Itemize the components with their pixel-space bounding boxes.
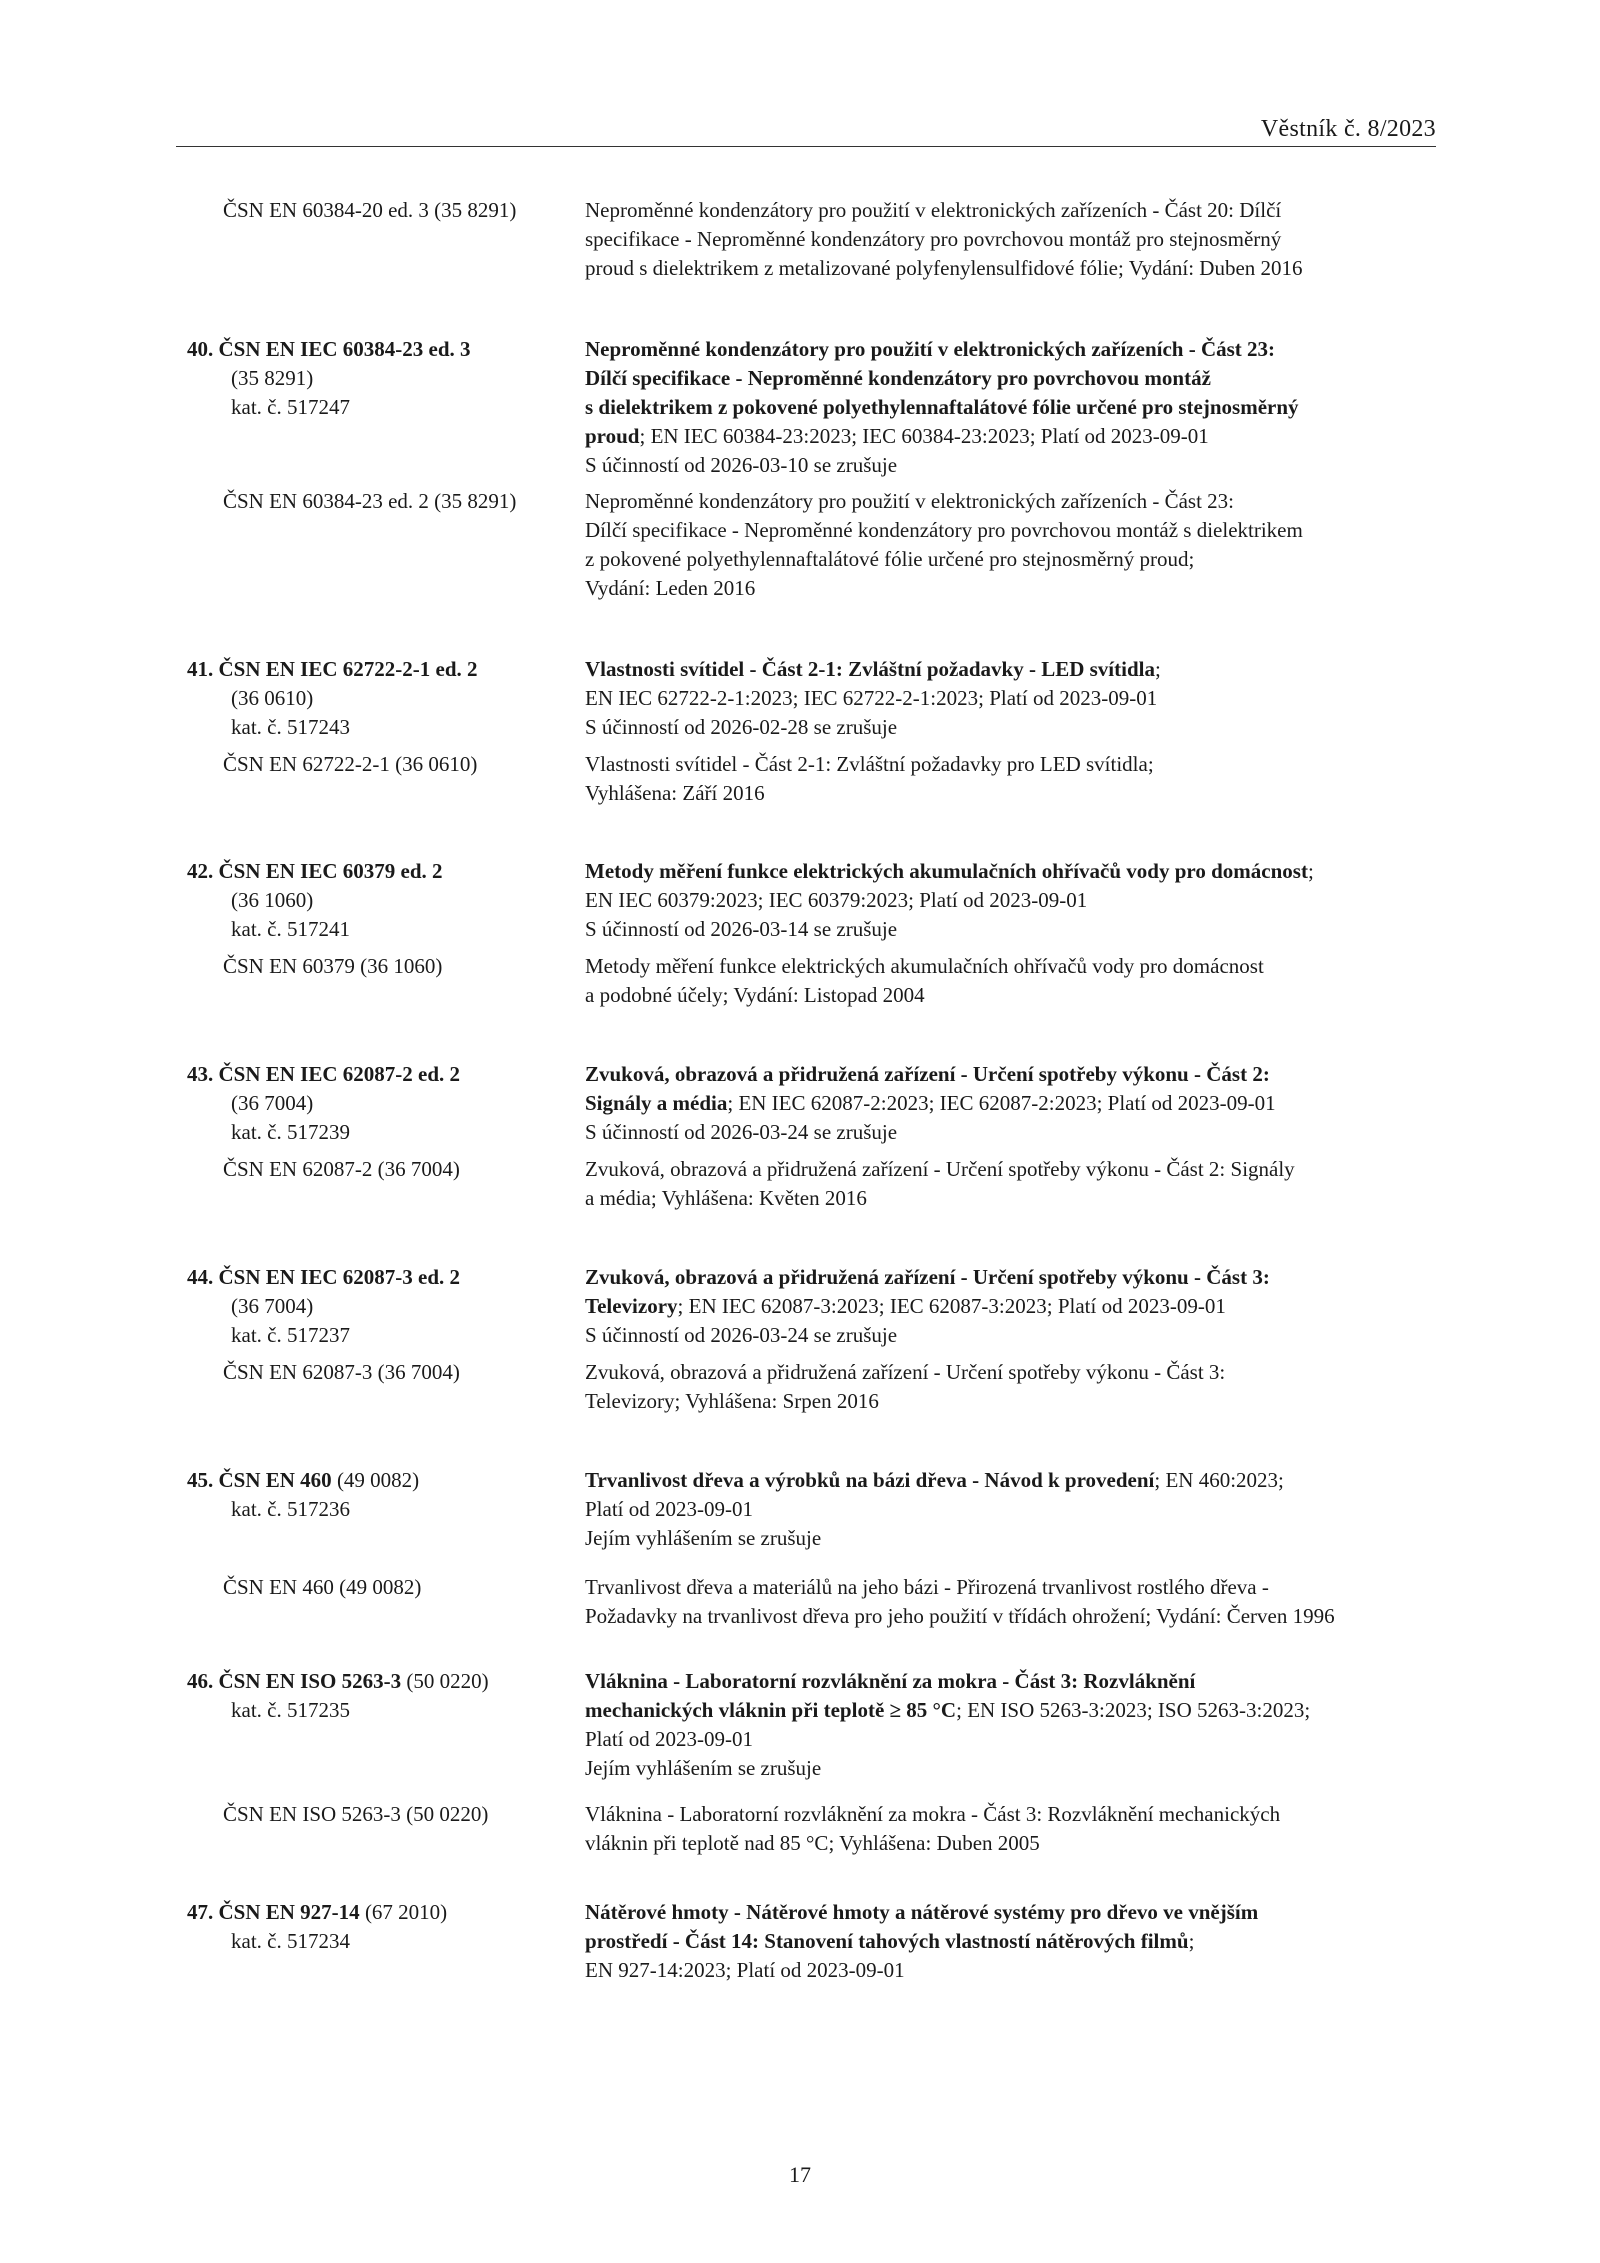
standard-title-text: Zvuková, obrazová a přidružená zařízení - Určení spotřeby výkonu - Část 3: [585,1265,1270,1289]
standard-meta-text: kat. č. 517234 [231,1929,350,1953]
standard-title-text: Vlastnosti svítidel - Část 2-1: Zvláštní požadavky - LED svítidla [585,657,1155,681]
replaced-standard-desc-text: z pokovené polyethylennaftalátové fólie určené pro stejnosměrný proud; [585,547,1195,571]
replaced-standard-desc [585,545,1194,574]
entry-number: 44. [187,1265,219,1289]
standard-meta-text: kat. č. 517239 [231,1120,350,1144]
standard-meta-text: kat. č. 517241 [231,917,350,941]
standard-title-text: mechanických vláknin při teplotě ≥ 85 °C [585,1698,957,1722]
standard-title-line [585,393,1299,422]
standard-validity-text: Jejím vyhlášením se zrušuje [585,1526,822,1550]
catalog-number [231,1495,350,1524]
replaced-standard-desc-text: Vyhlášena: Září 2016 [585,781,765,805]
replaced-standard-ref [223,1800,488,1829]
catalog-number [231,915,350,944]
replaced-standard-desc [585,1155,1295,1184]
replaced-standard-desc [585,1184,867,1213]
standard-heading [187,857,443,886]
standard-meta-text: ; [1188,1929,1195,1953]
standard-title-text: prostředí - Část 14: Stanovení tahových vlastností nátěrových filmů [585,1929,1189,1953]
replaced-standard-desc [585,225,1281,254]
standard-meta-text: ; EN IEC 62087-2:2023; IEC 62087-2:2023; Platí od 2023-09-01 [727,1091,1276,1115]
standard-title-text: Zvuková, obrazová a přidružená zařízení - Určení spotřeby výkonu - Část 2: [585,1062,1270,1086]
standard-title-line [585,422,1209,451]
standard-heading [187,1466,419,1495]
replaced-standard-desc-text: Vláknina - Laboratorní rozvláknění za mokra - Část 3: Rozvláknění mechanických [585,1802,1281,1826]
standard-heading [187,1898,447,1927]
replaced-standard-ref [223,196,516,225]
replaced-standard-desc-text: a média; Vyhlášena: Květen 2016 [585,1186,867,1210]
standard-validity-line [585,1118,897,1147]
standard-title-line [585,1696,1310,1725]
standard-heading [187,1060,460,1089]
standard-title-line [585,1927,1194,1956]
standard-title-text: Dílčí specifikace - Neproměnné kondenzátory pro povrchovou montáž [585,366,1211,390]
catalog-number [231,713,350,742]
standard-title-line [585,1263,1270,1292]
replaced-standard-ref [223,952,442,981]
standard-validity-text: EN IEC 62722-2-1:2023; IEC 62722-2-1:2023; Platí od 2023-09-01 [585,686,1158,710]
standard-title-line [585,655,1161,684]
standard-class-code [231,364,313,393]
standard-title-line [585,1089,1276,1118]
standard-validity-text: S účinností od 2026-03-24 se zrušuje [585,1120,898,1144]
replaced-standard-desc-text: Trvanlivost dřeva a materiálů na jeho bázi - Přirozená trvanlivost rostlého dřeva - [585,1575,1269,1599]
replaced-standard-ref-text: ČSN EN 62722-2-1 (36 0610) [223,752,478,776]
standard-title-text: Metody měření funkce elektrických akumulačních ohřívačů vody pro domácnost [585,859,1308,883]
standard-meta-text: ; EN IEC 62087-3:2023; IEC 62087-3:2023; Platí od 2023-09-01 [677,1294,1226,1318]
replaced-standard-desc-text: Metody měření funkce elektrických akumulačních ohřívačů vody pro domácnost [585,954,1264,978]
replaced-standard-desc-text: proud s dielektrikem z metalizované polyfenylensulfidové fólie; Vydání: Duben 2016 [585,256,1303,280]
standard-meta-text: ; EN IEC 60384-23:2023; IEC 60384-23:2023; Platí od 2023-09-01 [639,424,1209,448]
standard-class-code [231,1292,313,1321]
entry-number: 46. [187,1669,219,1693]
replaced-standard-desc [585,1829,1040,1858]
standard-meta-text: ; EN 460:2023; [1154,1468,1284,1492]
standard-validity-line [585,886,1087,915]
standard-validity-line [585,451,897,480]
entry-number: 42. [187,859,219,883]
replaced-standard-desc [585,1602,1335,1631]
entry-number: 43. [187,1062,219,1086]
standard-meta-text: (36 0610) [231,686,314,710]
replaced-standard-desc [585,1387,879,1416]
replaced-standard-ref-text: ČSN EN ISO 5263-3 (50 0220) [223,1802,489,1826]
standard-validity-line [585,1956,905,1985]
standard-validity-line [585,1725,753,1754]
standard-title-line [585,1292,1226,1321]
standard-validity-text: S účinností od 2026-03-10 se zrušuje [585,453,898,477]
standard-validity-text: S účinností od 2026-02-28 se zrušuje [585,715,898,739]
replaced-standard-desc [585,487,1234,516]
replaced-standard-desc-text: Požadavky na trvanlivost dřeva pro jeho použití v třídách ohrožení; Vydání: Červen 1996 [585,1604,1335,1628]
standard-meta-text: kat. č. 517236 [231,1497,350,1521]
replaced-standard-ref-text: ČSN EN 60384-23 ed. 2 (35 8291) [223,489,517,513]
standard-validity-text: Jejím vyhlášením se zrušuje [585,1756,822,1780]
standard-title-line [585,335,1275,364]
replaced-standard-ref-text: ČSN EN 60379 (36 1060) [223,954,443,978]
replaced-standard-desc-text: vláknin při teplotě nad 85 °C; Vyhlášena: Duben 2005 [585,1831,1040,1855]
replaced-standard-ref [223,1155,460,1184]
standard-title-line [585,1466,1284,1495]
standard-title-line [585,1667,1195,1696]
standard-title-text: Neproměnné kondenzátory pro použití v elektronických zařízeních - Část 23: [585,337,1276,361]
standard-meta-text: kat. č. 517243 [231,715,350,739]
standard-validity-line [585,1321,897,1350]
standard-meta-text: kat. č. 517247 [231,395,350,419]
replaced-standard-ref [223,487,516,516]
standard-class-code: (50 0220) [401,1669,489,1693]
standard-heading [187,1263,460,1292]
standard-class-code [231,684,313,713]
replaced-standard-ref-text: ČSN EN 60384-20 ed. 3 (35 8291) [223,198,517,222]
entry-number: 41. [187,657,219,681]
page-header [176,108,1436,147]
replaced-standard-ref-text: ČSN EN 62087-2 (36 7004) [223,1157,460,1181]
standard-class-code [231,1089,313,1118]
replaced-standard-desc [585,1358,1225,1387]
replaced-standard-desc-text: a podobné účely; Vydání: Listopad 2004 [585,983,925,1007]
standard-title-line [585,1898,1258,1927]
replaced-standard-desc [585,1573,1269,1602]
standard-class-code: (49 0082) [331,1468,420,1492]
replaced-standard-desc-text: Vlastnosti svítidel - Část 2-1: Zvláštní požadavky pro LED svítidla; [585,752,1154,776]
standard-meta-text: ; [1154,657,1161,681]
standard-title-text: Vláknina - Laboratorní rozvláknění za mokra - Část 3: Rozvláknění [585,1669,1196,1693]
standard-validity-line [585,684,1157,713]
standard-title-text: Signály a média [585,1091,728,1115]
standard-title-line [585,364,1211,393]
entry-number: 45. [187,1468,219,1492]
entry-number: 40. [187,337,219,361]
standard-code: ČSN EN ISO 5263-3 [218,1669,402,1693]
catalog-number [231,1118,350,1147]
replaced-standard-desc [585,516,1303,545]
replaced-standard-desc-text: Neproměnné kondenzátory pro použití v elektronických zařízeních - Část 23: [585,489,1235,513]
standard-meta-text: (36 7004) [231,1294,314,1318]
standard-meta-text: (35 8291) [231,366,314,390]
standard-validity-line [585,915,897,944]
replaced-standard-desc [585,574,755,603]
catalog-number [231,1927,350,1956]
standard-validity-line [585,1495,753,1524]
replaced-standard-desc [585,254,1303,283]
replaced-standard-desc-text: Televizory; Vyhlášena: Srpen 2016 [585,1389,879,1413]
standard-title-text: Trvanlivost dřeva a výrobků na bázi dřeva - Návod k provedení [585,1468,1155,1492]
standard-heading [187,1667,489,1696]
standard-code: ČSN EN 460 [218,1468,332,1492]
standard-heading [187,335,471,364]
replaced-standard-ref-text: ČSN EN 62087-3 (36 7004) [223,1360,460,1384]
replaced-standard-ref [223,1573,421,1602]
standard-title-text: Televizory [585,1294,678,1318]
standard-class-code: (67 2010) [359,1900,448,1924]
entry-number: 47. [187,1900,219,1924]
replaced-standard-desc [585,952,1264,981]
replaced-standard-desc-text: Vydání: Leden 2016 [585,576,756,600]
standard-title-text: proud [585,424,640,448]
standard-class-code [231,886,313,915]
bulletin-title: Věstník č. 8/2023 [1260,116,1436,142]
standard-validity-text: S účinností od 2026-03-24 se zrušuje [585,1323,898,1347]
standard-title-text: s dielektrikem z pokovené polyethylennaftalátové fólie určené pro stejnosměrný [585,395,1299,419]
replaced-standard-ref [223,750,477,779]
replaced-standard-ref-text: ČSN EN 460 (49 0082) [223,1575,422,1599]
replaced-standard-ref [223,1358,460,1387]
replaced-standard-desc-text: specifikace - Neproměnné kondenzátory pro povrchovou montáž pro stejnosměrný [585,227,1282,251]
standard-code: ČSN EN IEC 62087-3 ed. 2 [218,1265,461,1289]
catalog-number [231,393,350,422]
standard-meta-text: (36 1060) [231,888,314,912]
standard-meta-text: kat. č. 517237 [231,1323,350,1347]
standard-validity-line [585,1524,821,1553]
replaced-standard-desc [585,750,1154,779]
standard-validity-text: Platí od 2023-09-01 [585,1497,753,1521]
standard-code: ČSN EN IEC 62087-2 ed. 2 [218,1062,461,1086]
standard-validity-text: EN 927-14:2023; Platí od 2023-09-01 [585,1958,905,1982]
standard-title-text: Nátěrové hmoty - Nátěrové hmoty a nátěrové systémy pro dřevo ve vnějším [585,1900,1259,1924]
page-number: 17 [789,2162,811,2187]
standard-title-line [585,857,1314,886]
catalog-number [231,1696,350,1725]
standard-code: ČSN EN IEC 60379 ed. 2 [218,859,443,883]
standard-meta-text: (36 7004) [231,1091,314,1115]
replaced-standard-desc [585,1800,1280,1829]
standard-validity-text: EN IEC 60379:2023; IEC 60379:2023; Platí od 2023-09-01 [585,888,1088,912]
standard-meta-text: ; EN ISO 5263-3:2023; ISO 5263-3:2023; [956,1698,1311,1722]
catalog-number [231,1321,350,1350]
standard-validity-text: S účinností od 2026-03-14 se zrušuje [585,917,898,941]
replaced-standard-desc-text: Zvuková, obrazová a přidružená zařízení - Určení spotřeby výkonu - Část 3: [585,1360,1226,1384]
replaced-standard-desc-text: Dílčí specifikace - Neproměnné kondenzátory pro povrchovou montáž s dielektrikem [585,518,1303,542]
standard-code: ČSN EN 927-14 [218,1900,360,1924]
standard-meta-text: ; [1307,859,1314,883]
standard-validity-text: Platí od 2023-09-01 [585,1727,753,1751]
standard-code: ČSN EN IEC 62722-2-1 ed. 2 [218,657,478,681]
standard-title-line [585,1060,1270,1089]
standard-heading [187,655,478,684]
standard-validity-line [585,1754,821,1783]
replaced-standard-desc-text: Neproměnné kondenzátory pro použití v elektronických zařízeních - Část 20: Dílčí [585,198,1282,222]
replaced-standard-desc [585,779,765,808]
replaced-standard-desc [585,196,1281,225]
replaced-standard-desc [585,981,925,1010]
replaced-standard-desc-text: Zvuková, obrazová a přidružená zařízení - Určení spotřeby výkonu - Část 2: Signály [585,1157,1295,1181]
standard-code: ČSN EN IEC 60384-23 ed. 3 [218,337,471,361]
standard-meta-text: kat. č. 517235 [231,1698,350,1722]
standard-validity-line [585,713,897,742]
